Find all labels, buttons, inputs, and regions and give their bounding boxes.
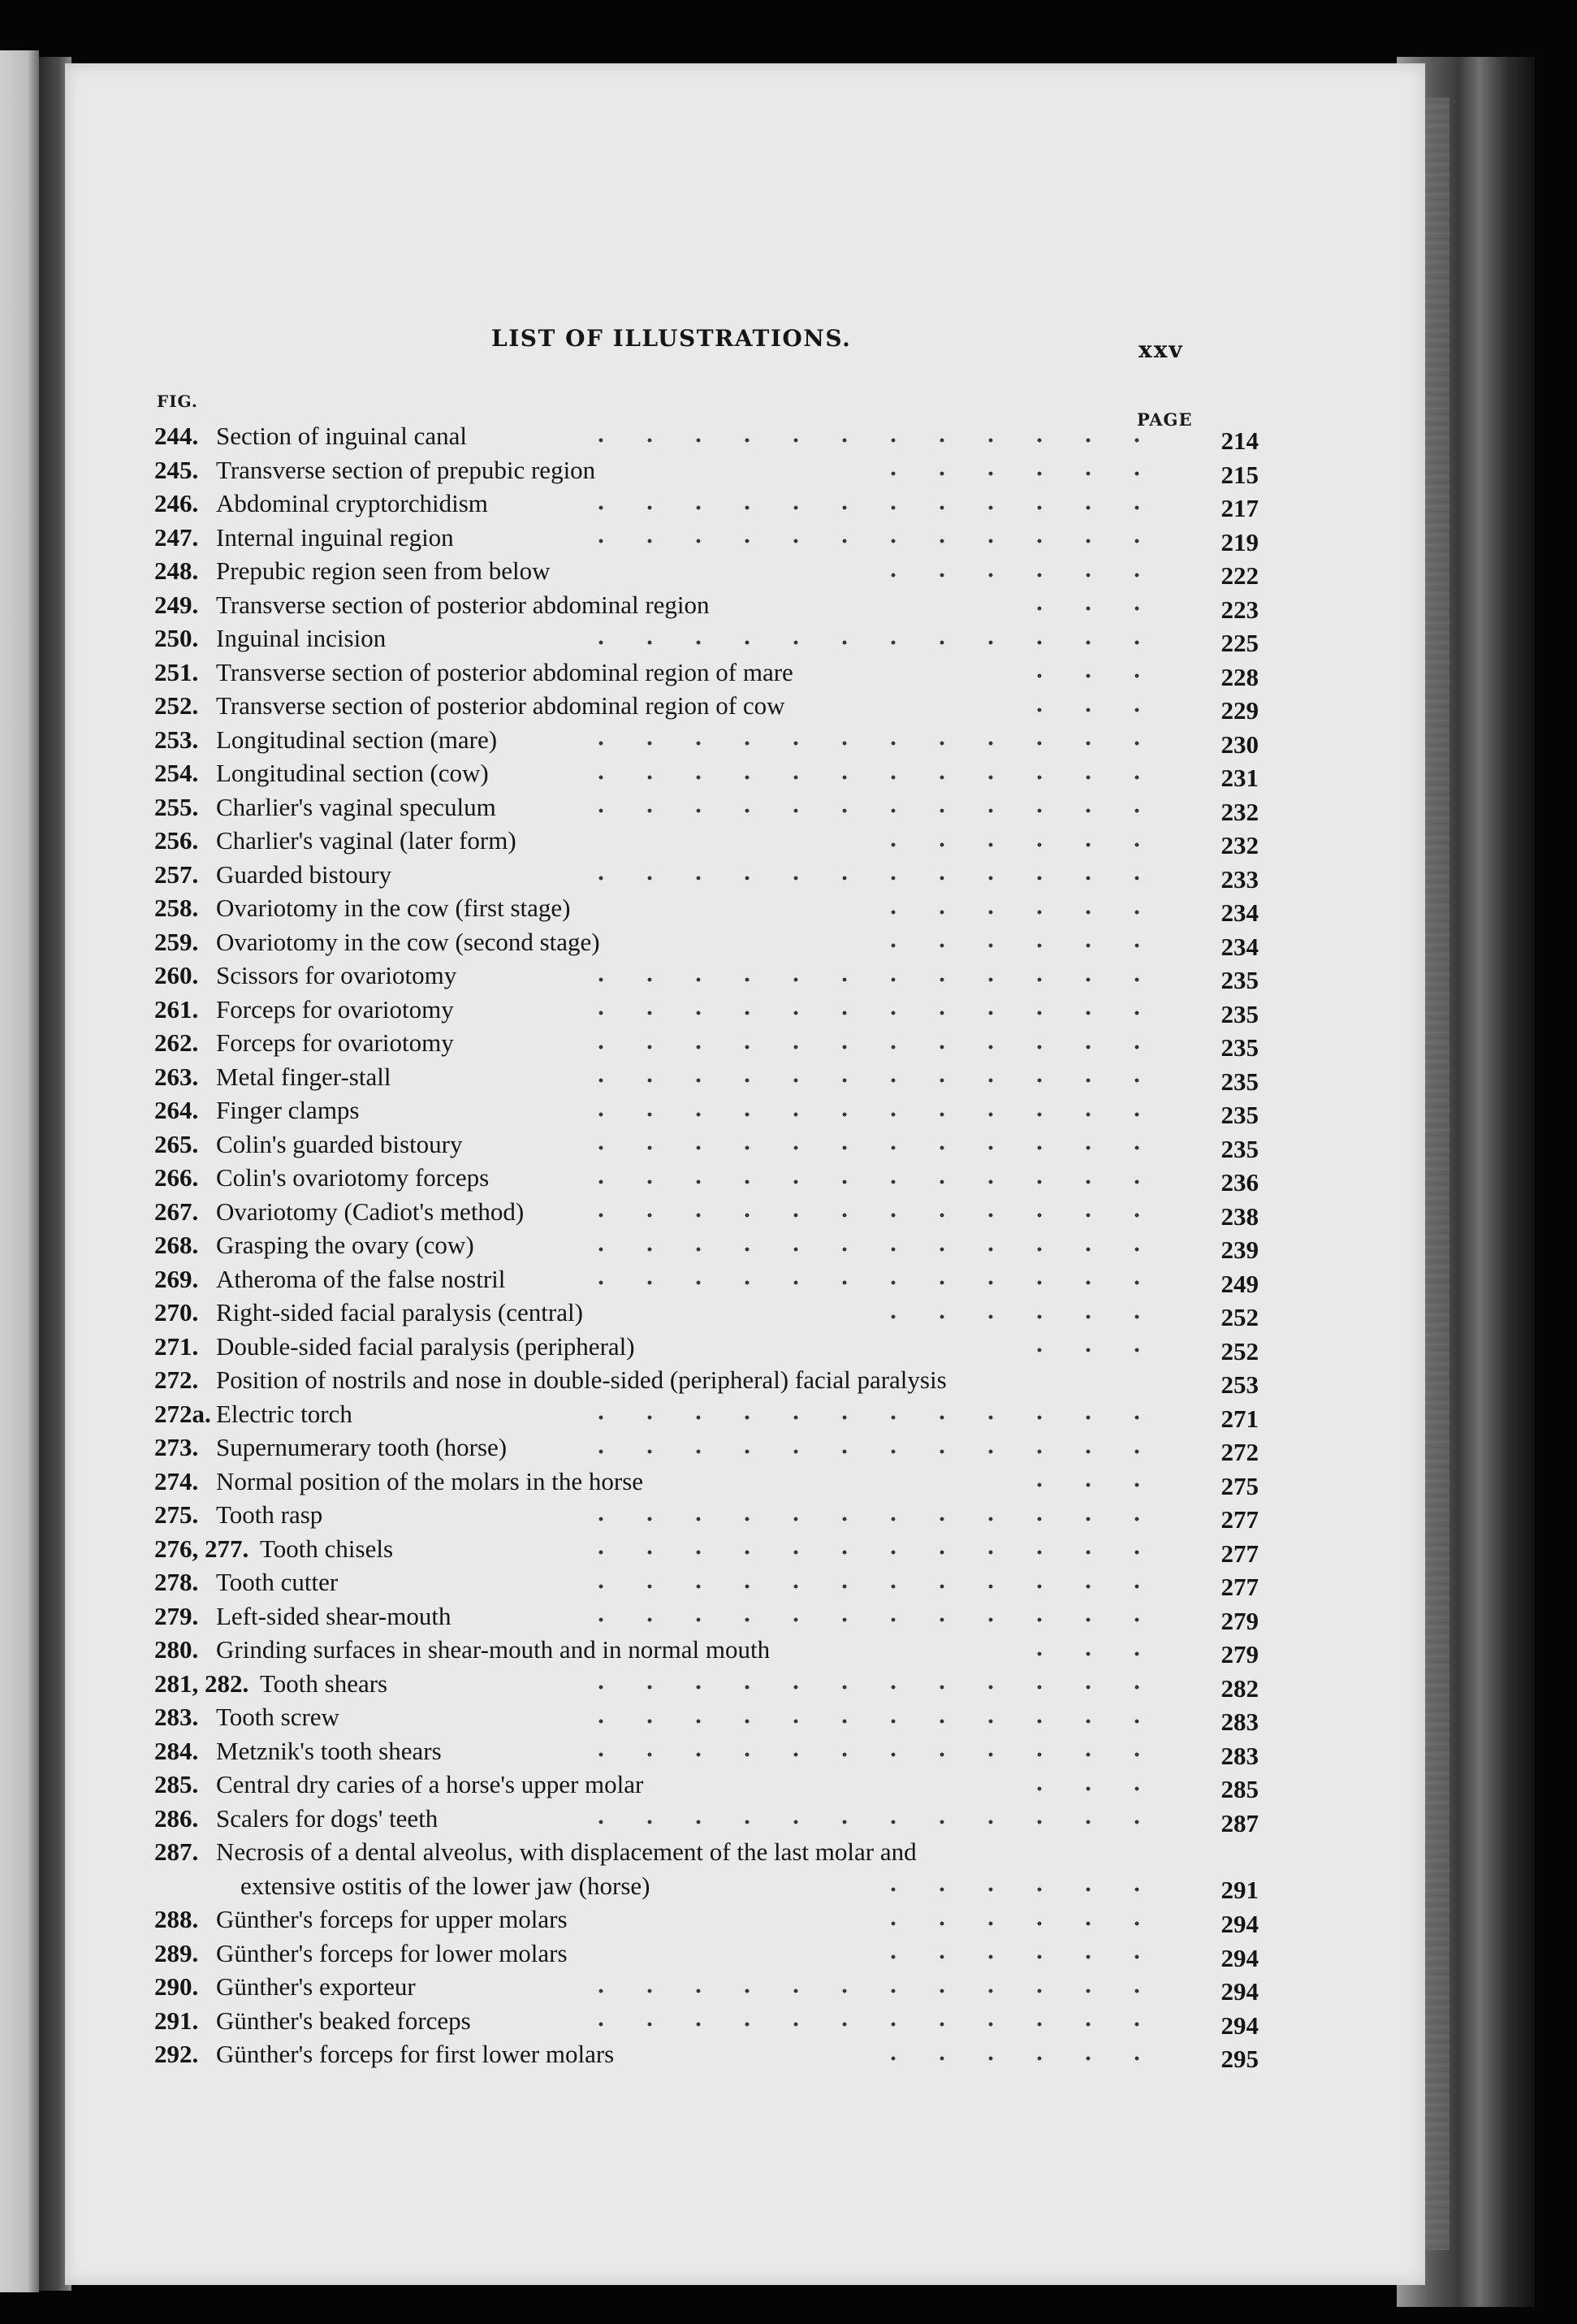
fig-number: 289. [154,1938,199,1967]
fig-number: 292. [154,2040,199,2068]
running-header [65,325,1425,366]
list-item [154,656,1259,690]
dot-leader [869,937,1161,954]
dot-leader [577,1140,1161,1156]
dot-leader [577,1174,1161,1190]
page-number: 294 [1221,1943,1259,1972]
dot-leader [869,1915,1161,1932]
fig-title: Ovariotomy in the cow (second stage) [216,927,600,956]
page-number: 279 [1221,1640,1259,1668]
page-number: 294 [1221,2010,1259,2040]
fig-number: 286. [154,1803,199,1833]
list-item [154,1026,1259,1060]
fig-number: 266. [154,1163,199,1192]
fig-number: 255. [154,792,199,821]
fig-number: 279. [154,1601,199,1630]
dot-leader [577,1039,1161,1055]
fig-title: Prepubic region seen from below [216,556,551,585]
fig-number: 274. [154,1466,199,1495]
dot-leader [1015,1477,1161,1493]
fig-number: 270. [154,1298,199,1326]
list-item [154,1835,1259,1902]
fig-number: 287. [154,1837,199,1866]
list-item [154,824,1259,858]
dot-leader [1015,668,1161,684]
fig-number: 291. [154,2006,199,2035]
fig-number: 247. [154,522,199,552]
list-item [154,1937,1259,1971]
fig-number: 271. [154,1331,199,1361]
list-item [154,554,1259,588]
dot-leader [577,1207,1161,1223]
list-item [154,1397,1259,1431]
fig-title: Metznik's tooth shears [216,1736,442,1765]
dot-leader [869,904,1161,920]
fig-title: Normal position of the molars in the horse [216,1466,644,1495]
page-number: 275 [1221,1471,1259,1500]
dot-leader [577,634,1161,651]
fig-title: Abdominal cryptorchidism [216,489,488,517]
page-column-label: PAGE [1137,409,1193,430]
list-item [154,621,1259,656]
page-number: 283 [1221,1741,1259,1770]
fig-number: 273. [154,1433,199,1461]
fig-title: Ovariotomy in the cow (first stage) [216,894,571,922]
page-number: 235 [1221,1033,1259,1062]
page-number: 294 [1221,1910,1259,1938]
fig-number: 265. [154,1129,199,1158]
fig-title: Atheroma of the false nostril [216,1264,506,1293]
page-number: 252 [1221,1303,1259,1331]
fig-number: 262. [154,1028,199,1057]
page-number: 287 [1221,1808,1259,1837]
list-item [154,790,1259,824]
dot-leader [577,972,1161,988]
fig-number: 244. [154,422,199,450]
dot-leader [869,837,1161,853]
fig-number: 290. [154,1972,199,2001]
list-item [154,1228,1259,1262]
dot-leader [869,2050,1161,2066]
dot-leader [1015,600,1161,617]
list-item [154,858,1259,892]
dot-leader [577,1005,1161,1021]
dot-leader [577,1814,1161,1830]
dot-leader [577,432,1161,448]
fig-title: Günther's exporteur [216,1972,416,2001]
list-item [154,1363,1259,1397]
fig-number: 256. [154,826,199,855]
fig-number: 278. [154,1568,199,1596]
dot-leader [869,465,1161,482]
list-item [154,1465,1259,1499]
fig-title: Colin's ovariotomy forceps [216,1163,490,1192]
dot-leader [577,533,1161,549]
fig-title: Tooth screw [216,1703,339,1731]
page-number: 235 [1221,1067,1259,1096]
page-number: 235 [1221,966,1259,994]
dot-leader [1015,1342,1161,1358]
page-number: 277 [1221,1573,1259,1601]
list-item [154,756,1259,790]
list-item [154,2004,1259,2038]
fig-number: 272a. [154,1399,211,1428]
fig-title: Longitudinal section (cow) [216,759,489,787]
page-number: 219 [1221,527,1259,556]
fig-number: 251. [154,657,199,686]
page-number: 235 [1221,1134,1259,1163]
list-item [154,1296,1259,1330]
page-number: 283 [1221,1707,1259,1736]
list-item [154,487,1259,521]
list-item [154,419,1259,453]
fig-title: Right-sided facial paralysis (central) [216,1298,583,1326]
fig-number: 261. [154,994,199,1024]
list-item [154,1768,1259,1802]
dot-leader [577,1612,1161,1628]
fig-number: 249. [154,590,199,619]
page-number: 230 [1221,729,1259,759]
list-item [154,1127,1259,1162]
fig-number: 285. [154,1770,199,1798]
dot-leader [577,803,1161,819]
fig-title-continuation: extensive ostitis of the lower jaw (horse) [240,1871,650,1900]
page-number: 234 [1221,932,1259,961]
page-number: 272 [1221,1438,1259,1466]
page-number: 233 [1221,864,1259,894]
fig-number: 275. [154,1500,199,1529]
list-item [154,521,1259,555]
fig-number: 246. [154,489,199,517]
page-number: 222 [1221,561,1259,590]
dot-leader [577,1409,1161,1426]
page-number: 228 [1221,662,1259,691]
fig-number: 260. [154,961,199,989]
fig-number: 259. [154,927,199,956]
page-number: 295 [1221,2045,1259,2073]
list-item [154,1430,1259,1465]
fig-title: Guarded bistoury [216,859,392,889]
page-number: 235 [1221,999,1259,1028]
list-item [154,993,1259,1027]
page-number: 214 [1221,426,1259,455]
fig-number: 268. [154,1231,199,1259]
page-number: 223 [1221,595,1259,624]
fig-title: Supernumerary tooth (horse) [216,1433,508,1461]
page-number: 239 [1221,1236,1259,1264]
page-number: 234 [1221,898,1259,927]
fig-number: 263. [154,1062,199,1091]
page-number: 279 [1221,1606,1259,1635]
fig-title: Charlier's vaginal (later form) [216,826,516,855]
fig-title: Transverse section of prepubic region [216,455,596,484]
page-number: 277 [1221,1505,1259,1534]
fig-number: 272. [154,1365,199,1394]
fig-number: 257. [154,859,199,889]
list-item [154,1700,1259,1734]
dot-leader [577,1241,1161,1257]
fig-title: Transverse section of posterior abdominal region of mare [216,657,793,686]
dot-leader [869,1309,1161,1325]
dot-leader [869,567,1161,583]
page-number: 229 [1221,696,1259,725]
dot-leader [1015,702,1161,718]
dot-leader [577,500,1161,516]
list-item [154,959,1259,993]
page-number: 282 [1221,1673,1259,1703]
list-item [154,1902,1259,1937]
fig-title: Finger clamps [216,1096,360,1124]
fig-title: Günther's beaked forceps [216,2006,471,2035]
fig-title: Günther's forceps for lower molars [216,1938,568,1967]
fig-title: Günther's forceps for upper molars [216,1905,568,1933]
fig-title: Left-sided shear-mouth [216,1601,451,1630]
dot-leader [577,1679,1161,1695]
fig-title: Grasping the ovary (cow) [216,1231,474,1259]
page-sheet [65,63,1425,2285]
dot-leader [577,1072,1161,1088]
page-number: 294 [1221,1977,1259,2006]
fig-number: 250. [154,624,199,652]
fig-number: 288. [154,1905,199,1933]
page-number: 232 [1221,797,1259,826]
dot-leader [869,1881,1161,1898]
fig-column-label: FIG. [157,392,198,411]
fig-number: 258. [154,894,199,922]
dot-leader [577,1746,1161,1763]
fig-number: 283. [154,1703,199,1731]
dot-leader [577,1544,1161,1560]
page-number: 232 [1221,831,1259,859]
dot-leader [577,1275,1161,1291]
list-item [154,1161,1259,1195]
fig-number: 254. [154,759,199,787]
illustrations-list [154,419,1259,2071]
fig-title: Metal finger-stall [216,1062,391,1091]
dot-leader [869,1949,1161,1965]
fig-number: 281, 282. [154,1668,249,1698]
list-item [154,1060,1259,1094]
page-number: 249 [1221,1269,1259,1298]
fig-title: Tooth chisels [260,1534,394,1563]
previous-page-edge [0,50,39,2292]
fig-title: Forceps for ovariotomy [216,994,454,1024]
page-number: 253 [1221,1370,1259,1399]
fig-title: Scalers for dogs' teeth [216,1803,439,1833]
fig-title: Charlier's vaginal speculum [216,792,496,821]
page-number: 238 [1221,1201,1259,1231]
list-item [154,588,1259,622]
fig-title: Electric torch [216,1399,352,1428]
fig-title: Tooth rasp [216,1500,323,1529]
list-item [154,689,1259,723]
list-item [154,1262,1259,1296]
fig-title: Grinding surfaces in shear-mouth and in normal mouth [216,1635,771,1664]
dot-leader [577,1578,1161,1595]
list-item [154,1633,1259,1667]
fig-title: Ovariotomy (Cadiot's method) [216,1197,525,1226]
dot-leader [577,769,1161,785]
list-item [154,1565,1259,1599]
dot-leader [1015,1646,1161,1662]
dot-leader [577,735,1161,751]
fig-title: Transverse section of posterior abdominal region of cow [216,691,785,720]
dot-leader [577,1983,1161,1999]
page-number: 231 [1221,764,1259,792]
fig-title-line: Necrosis of a dental alveolus, with displacement of the last molar and [216,1837,917,1866]
list-item [154,2037,1259,2071]
fig-title: Double-sided facial paralysis (peripheral) [216,1331,635,1361]
dot-leader [1015,1781,1161,1797]
page-number: 217 [1221,494,1259,522]
list-item [154,453,1259,487]
dot-leader [577,1511,1161,1527]
page-number: 225 [1221,629,1259,657]
dot-leader [577,870,1161,886]
page-number: 271 [1221,1404,1259,1433]
fig-number: 264. [154,1096,199,1124]
dot-leader [577,2016,1161,2032]
list-item [154,1599,1259,1634]
list-item [154,891,1259,925]
fig-title: Internal inguinal region [216,522,454,552]
fig-title: Central dry caries of a horse's upper molar [216,1770,644,1798]
page-number: 252 [1221,1336,1259,1365]
dot-leader [577,1713,1161,1729]
fig-number: 269. [154,1264,199,1293]
page-folio: xxv [1138,336,1184,363]
dot-leader [577,1106,1161,1123]
fig-number: 276, 277. [154,1534,249,1563]
fig-number: 284. [154,1736,199,1765]
fig-number: 280. [154,1635,199,1664]
fig-title: Longitudinal section (mare) [216,725,498,754]
list-item [154,1498,1259,1532]
page-number: 236 [1221,1168,1259,1197]
fig-title: Inguinal incision [216,624,387,652]
fig-number: 248. [154,556,199,585]
list-item [154,925,1259,959]
fig-title: Transverse section of posterior abdominal region [216,590,710,619]
fig-title: Günther's forceps for first lower molars [216,2040,615,2068]
list-item [154,1093,1259,1127]
fig-number: 253. [154,725,199,754]
fig-title: Section of inguinal canal [216,422,468,450]
list-item [154,1330,1259,1364]
list-item [154,723,1259,757]
list-item [154,1802,1259,1836]
page-number: 277 [1221,1539,1259,1568]
list-item [154,1195,1259,1229]
fig-title: Scissors for ovariotomy [216,961,457,989]
fig-title: Tooth shears [260,1668,388,1698]
fig-title: Tooth cutter [216,1568,339,1596]
running-title: LIST OF ILLUSTRATIONS. [491,325,852,352]
fig-title: Position of nostrils and nose in double-sided (peripheral) facial paralysis [216,1365,947,1394]
fig-title: Forceps for ovariotomy [216,1028,454,1057]
page-number: 285 [1221,1775,1259,1803]
page-number: 215 [1221,460,1259,489]
list-item [154,1667,1259,1701]
list-item [154,1734,1259,1768]
fig-number: 252. [154,691,199,720]
dot-leader [577,1443,1161,1460]
page-number: 291 [1221,1876,1259,1904]
list-item [154,1970,1259,2004]
list-item [154,1532,1259,1566]
fig-title: Colin's guarded bistoury [216,1129,463,1158]
page-number: 235 [1221,1101,1259,1129]
fig-number: 245. [154,455,199,484]
fig-number: 267. [154,1197,199,1226]
